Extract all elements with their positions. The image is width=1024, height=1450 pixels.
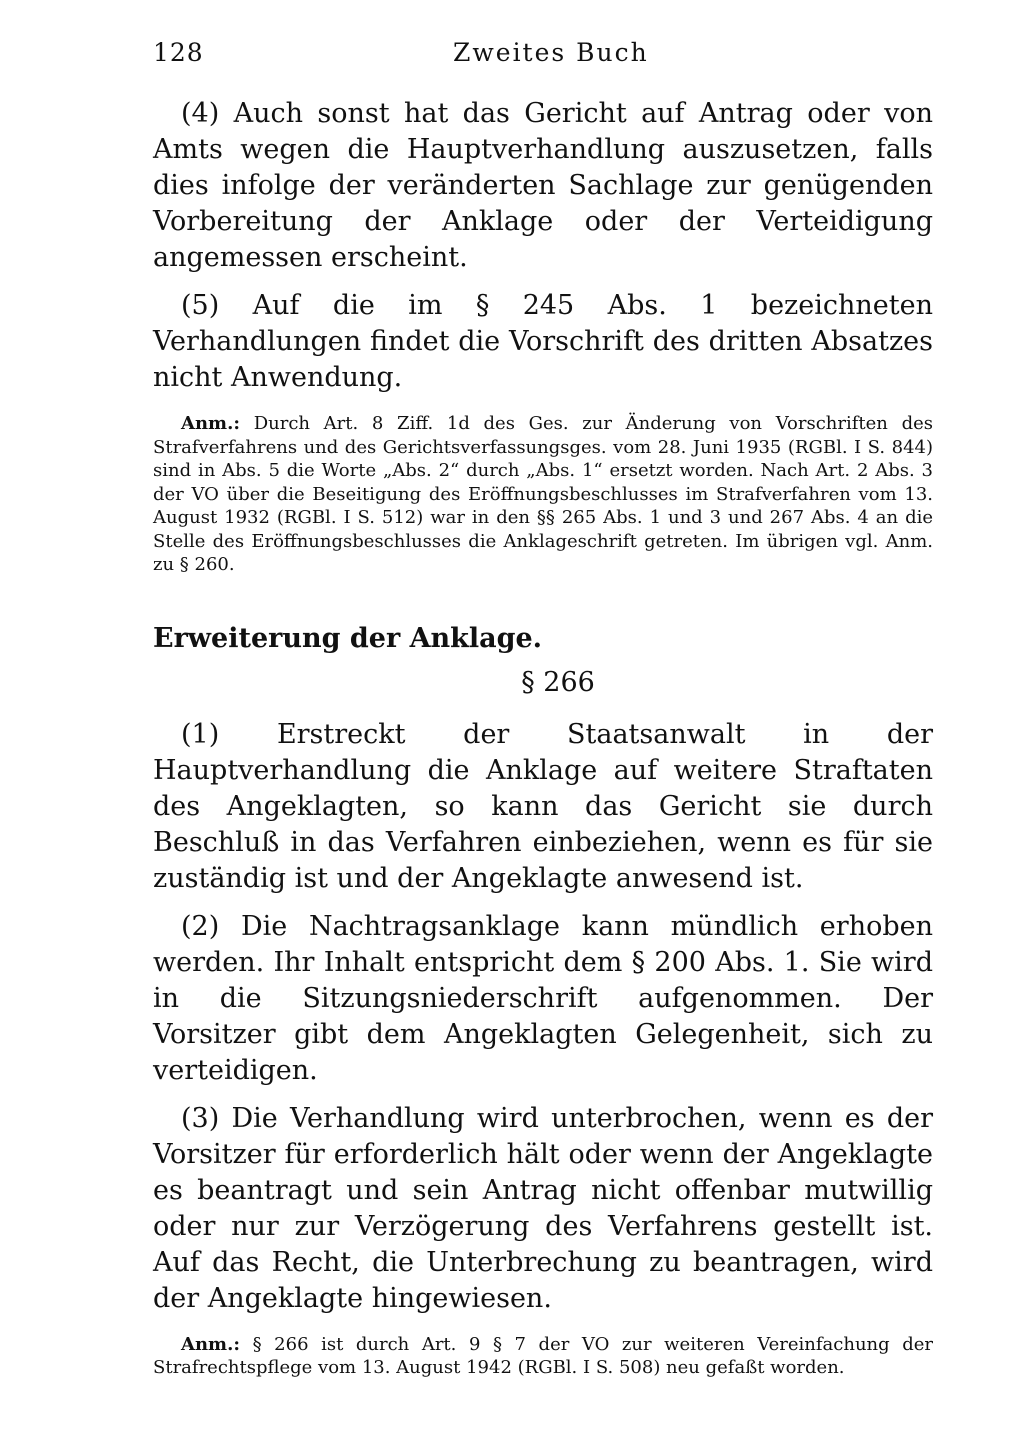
paragraph-text: Die Nachtragsanklage kann mündlich erhoben werden. Ihr Inhalt entspricht dem § 200 Abs. 1. Sie wird in die Sitzungsniederschrift aufgenommen. Der Vorsitzer gibt dem Angeklagten Gelegenheit, sich zu verteidigen. (153, 910, 933, 1086)
annotation-text: § 266 ist durch Art. 9 § 7 der VO zur weiteren Vereinfachung der Strafrechtspflege vom 13. August 1942 (RGBl. I S. 508) neu gefaßt worden. (153, 1333, 933, 1378)
annotation-label: Anm.: (181, 413, 241, 434)
annotation-text: Durch Art. 8 Ziff. 1d des Ges. zur Änderung von Vorschriften des Strafverfahrens und des Gerichtsverfassungsges. vom 28. Juni 1935 (RGBl. I S. 844) sind in Abs. 5 die Worte „Abs. 2“ durch „Abs. 1“ ersetzt worden. Nach Art. 2 Abs. 3 der VO über die Beseitigung des Eröffnungsbeschlusses im Strafverfahren vom 13. August 1932 (RGBl. I S. 512) war in den §§ 265 Abs. 1 und 3 und 267 Abs. 4 an die Stelle des Eröffnungsbeschlusses die Anklageschrift getreten. Im übrigen vgl. Anm. zu § 260. (153, 413, 933, 575)
paragraph-265-4 (153, 96, 933, 276)
page-body (153, 96, 933, 1380)
paragraph-number: (3) (181, 1102, 220, 1134)
section-heading: Erweiterung der Anklage. (153, 622, 543, 654)
paragraph-text: Erstreckt der Staatsanwalt in der Hauptverhandlung die Anklage auf weitere Straftaten des Angeklagten, so kann das Gericht sie durch Beschluß in das Verfahren einbeziehen, wenn es für sie zuständig ist und der Angeklagte anwesend ist. (153, 718, 933, 894)
paragraph-text: Auch sonst hat das Gericht auf Antrag oder von Amts wegen die Hauptverhandlung auszusetzen, falls dies infolge der veränderten Sachlage zur genügenden Vorbereitung der Anklage oder der Verteidigung angemessen erscheint. (153, 98, 933, 273)
annotation-265 (153, 412, 933, 577)
paragraph-number: (4) (181, 98, 220, 129)
paragraph-number: (5) (181, 290, 220, 321)
paragraph-265-5 (153, 288, 933, 396)
paragraph-sign-266: § 266 (521, 666, 595, 698)
annotation-266 (153, 1333, 933, 1380)
paragraph-text: Auf die im § 245 Abs. 1 bezeichneten Verhandlungen findet die Vorschrift des dritten Absatzes nicht Anwendung. (153, 290, 933, 393)
page-header (153, 38, 933, 78)
running-head: Zweites Buch (453, 38, 649, 67)
paragraph-266-3 (153, 1101, 933, 1317)
paragraph-number: (2) (181, 910, 220, 942)
page-number: 128 (153, 38, 204, 67)
paragraph-266-1 (153, 717, 933, 897)
paragraph-number: (1) (181, 718, 220, 750)
paragraph-text: Die Verhandlung wird unterbrochen, wenn es der Vorsitzer für erforderlich hält oder wenn der Angeklagte es beantragt und sein Antrag nicht offenbar mutwillig oder nur zur Verzögerung des Verfahrens gestellt ist. Auf das Recht, die Unterbrechung zu beantragen, wird der Angeklagte hingewiesen. (153, 1102, 933, 1314)
paragraph-266-2 (153, 909, 933, 1089)
annotation-label: Anm.: (181, 1333, 241, 1355)
